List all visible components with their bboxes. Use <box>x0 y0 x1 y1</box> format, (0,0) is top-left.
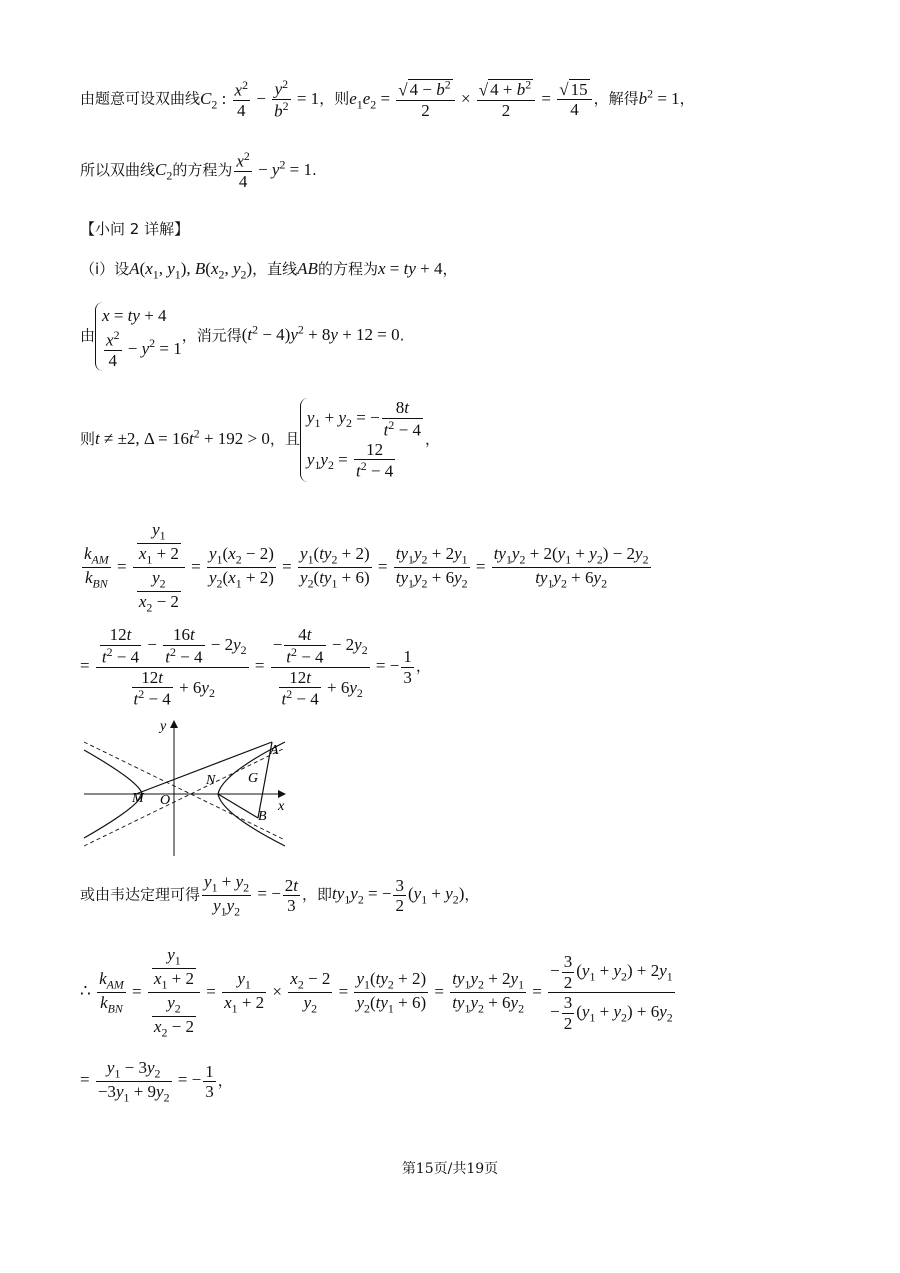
formula-hyperbola-c2: $C_2$ : $\frac{x^2}{4}$ − $\frac{y^2}{b^2}$ = 1 <box>200 77 320 121</box>
formula-eliminated: $(t^2 - 4)y^2 + 8y + 12 = 0$ <box>241 322 400 345</box>
text-line1-end: ， <box>679 89 695 108</box>
formula-discriminant: t ≠ ±2, $\Delta = 16t^2 + 192 > 0$ <box>95 426 270 448</box>
text-sys1-mid: ，消元得 <box>181 326 242 345</box>
system-line-1 <box>80 302 404 371</box>
text-vieta-prefix: 或由韦达定理可得 <box>80 885 201 904</box>
text-line2-prefix: 所以双曲线 <box>80 160 156 179</box>
formula-hyperbola-equation: $\frac{x^2}{4}$ − $y^2 = 1$ <box>236 149 313 192</box>
formula-c2-symbol: $C_2$ <box>155 159 173 183</box>
label-o: O <box>160 793 171 808</box>
text-part-i-mid: ，直线 <box>252 260 298 278</box>
formula-system-1: x = ty + 4 $\frac{x^2}{4}$ − $y^2 = 1$ <box>95 302 182 371</box>
formula-eccentricity-product: $e_1e_2$ = $\frac{√ 4 - b^2}{2}$ × $\frac{√ 4 + b^2}{2}$ = $\frac{√ 15}{4}$ <box>349 89 593 108</box>
y-axis-arrow-icon <box>170 720 178 728</box>
text-comma-1: ， <box>415 657 431 676</box>
text-line1-prefix: 由题意可设双曲线 <box>80 89 201 108</box>
slope-ratio-line-2 <box>80 625 431 710</box>
formula-line-ab: x = ty + 4 <box>377 259 443 278</box>
asymptote-1 <box>84 742 285 840</box>
therefore-line <box>80 945 677 1040</box>
text-then-prefix: 则 <box>80 429 96 448</box>
text-line2-end: . <box>312 160 317 179</box>
part-i-line <box>80 258 457 282</box>
formula-slope-ratio-2: = $\frac{12t}{t^2 - 4}$ − $\frac{16t}{t^2 - 4}$ − $2y_2$ $\frac{12t}{t^2 - 4}$ + $6y_2$ = − $\frac{4t}{t^2 - 4}$ − $2y_2$ $\frac{12t}{t^2 - 4}$ + $6y_2$ = − $\frac{1}{3}$ <box>80 625 412 709</box>
asymptote-2 <box>84 748 285 846</box>
formula-final: = $\frac{y_1 - 3y_2}{-3y_1 + 9y_2}$ = − $\frac{1}{3}$ <box>80 1058 214 1105</box>
text-vieta-end: ， <box>464 885 480 904</box>
final-line <box>80 1058 233 1105</box>
section-header: 【小问 2 详解】 <box>80 220 190 238</box>
formula-b-squared: $b^2 = 1$ <box>638 85 680 108</box>
derivation-line-1 <box>80 78 695 121</box>
label-n: N <box>206 773 216 788</box>
text-sys1-end: . <box>399 326 405 345</box>
formula-vieta-ratio: $\frac{y_1 + y_2}{y_1y_2}$ = − $\frac{2t}{3}$ <box>204 872 299 919</box>
text-part-i-end: ， <box>442 260 458 278</box>
vieta-line <box>80 872 479 919</box>
label-y: y <box>160 719 167 734</box>
label-a: A <box>270 743 279 758</box>
text-vieta-mid: ，即 <box>302 885 333 904</box>
text-part-i-mid2: 的方程为 <box>317 260 378 278</box>
page-footer: 第15页/共19页 <box>401 1161 499 1177</box>
formula-ab: AB <box>297 259 318 278</box>
text-part-i-label: （i）设 <box>80 260 130 278</box>
text-then-end: ， <box>424 429 440 448</box>
text-line2-mid: 的方程为 <box>172 160 233 179</box>
hyperbola-figure <box>80 712 295 860</box>
text-comma-2: ， <box>217 1071 233 1090</box>
formula-points-ab: $A(x_1$, $y_1$), $B(x_2$, $y_2$) <box>129 259 253 282</box>
label-x: x <box>278 799 285 814</box>
formula-vieta-system: $y_1 + y_2$ = − $\frac{8t}{t^2 - 4}$ $y_1y_2$ = $\frac{12}{t^2 - 4}$ <box>300 398 425 482</box>
therefore-symbol: ∴ <box>80 981 91 1001</box>
derivation-line-2 <box>80 150 317 192</box>
label-m: M <box>132 791 144 806</box>
text-then-and: ，且 <box>269 429 300 448</box>
formula-slope-ratio-3: $\frac{k_{AM}}{k_{BN}}$ = $\frac{\frac{y_1}{x_1 + 2}}{\frac{y_2}{x_2 - 2}}$ = $\frac{y_1}{x_1 + 2}$ × $\frac{x_2 - 2}{y_2}$ = $\frac{y_1(ty_2 + 2)}{y_2(ty_1 + 6)}$ = $\frac{ty_1y_2 + 2y_1}{ty_1y_2 + 6y_2}$ = − $\frac{3}{2}$ $(y_1 + y_2) + 2y_1$ − $\frac{3}{2}$ $(y_1 + y_2) + 6y_2$ <box>99 945 673 1040</box>
formula-slope-ratio-1: $\frac{k_{AM}}{k_{BN}}$ = $\frac{\frac{y_1}{x_1 + 2}}{\frac{y_2}{x_2 - 2}}$ = $\frac{y_1(x_2 - 2)}{y_2(x_1 + 2)}$ = $\frac{y_1(ty_2 + 2)}{y_2(ty_1 + 6)}$ = $\frac{ty_1y_2 + 2y_1}{ty_1y_2 + 6y_2}$ = $\frac{ty_1y_2 + 2(y_1 + y_2) - 2y_2}{ty_1y_2 + 6y_2}$ <box>84 520 649 615</box>
label-g: G <box>248 771 259 786</box>
text-sys1-prefix: 由 <box>80 326 96 345</box>
x-axis-arrow-icon <box>278 790 286 798</box>
line-ma <box>136 742 272 794</box>
text-line1-solve: ，解得 <box>593 89 639 108</box>
label-b: B <box>258 809 267 824</box>
condition-line <box>80 398 440 482</box>
text-line1-then: ，则 <box>319 89 350 108</box>
slope-ratio-line-1 <box>80 520 653 615</box>
formula-ty1y2: $ty_1y_2$ = − $\frac{3}{2}$ $(y_1 + y_2)$ <box>332 875 465 916</box>
